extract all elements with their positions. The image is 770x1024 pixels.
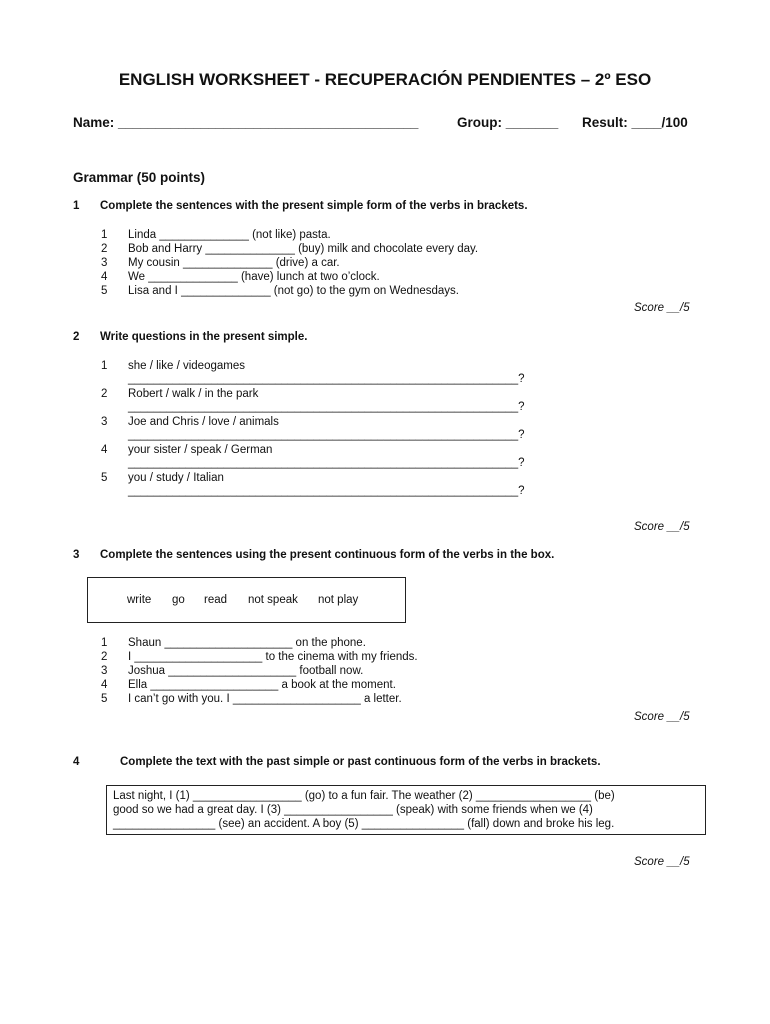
q1-score: Score __/5 (634, 302, 690, 314)
group-field-label: Group: _______ (457, 115, 559, 130)
q2-item-number: 3 (101, 416, 108, 428)
question-3-number: 3 (73, 549, 80, 561)
q3-item-number: 1 (101, 637, 108, 649)
q1-item-number: 1 (101, 229, 108, 241)
text-line: ________________ (see) an accident. A boy (5) ________________ (fall) down and broke his leg. (113, 818, 615, 830)
q3-score: Score __/5 (634, 711, 690, 723)
text-line: good so we had a great day. I (3) _________________ (speak) with some friends when we (4) (113, 804, 593, 816)
q2-item-number: 2 (101, 388, 108, 400)
q2-answer-line: _____________________________________________________________? (128, 457, 525, 469)
q1-item-number: 2 (101, 243, 108, 255)
q2-answer-line: _____________________________________________________________? (128, 401, 525, 413)
verb-box-word: go (172, 594, 185, 606)
question-1-number: 1 (73, 200, 80, 212)
verb-box-word: not play (318, 594, 359, 606)
q2-prompt: your sister / speak / German (128, 444, 273, 456)
text-line: Last night, I (1) _________________ (go) to a fun fair. The weather (2) __________________ (be) (113, 790, 615, 802)
question-2-instruction: Write questions in the present simple. (100, 331, 308, 343)
q2-answer-line: _____________________________________________________________? (128, 373, 525, 385)
verb-box (87, 577, 406, 623)
q3-item: I ____________________ to the cinema with my friends. (128, 651, 418, 663)
question-3-instruction: Complete the sentences using the present continuous form of the verbs in the box. (100, 549, 555, 561)
q3-item: I can’t go with you. I ____________________ a letter. (128, 693, 402, 705)
q3-item: Shaun ____________________ on the phone. (128, 637, 366, 649)
q1-item: We ______________ (have) lunch at two o’clock. (128, 271, 380, 283)
q2-item-number: 1 (101, 360, 108, 372)
q3-item: Ella ____________________ a book at the moment. (128, 679, 396, 691)
q3-item: Joshua ____________________ football now. (128, 665, 364, 677)
q1-item-number: 3 (101, 257, 108, 269)
q4-score: Score __/5 (634, 856, 690, 868)
result-field-label: Result: ____/100 (582, 115, 688, 130)
question-2-number: 2 (73, 331, 80, 343)
q3-item-number: 5 (101, 693, 108, 705)
verb-box-word: not speak (248, 594, 298, 606)
verb-box-word: read (204, 594, 228, 606)
past-tense-text-box (106, 785, 706, 835)
question-1-instruction: Complete the sentences with the present simple form of the verbs in brackets. (100, 200, 528, 212)
q2-answer-line: _____________________________________________________________? (128, 485, 525, 497)
q3-item-number: 4 (101, 679, 108, 691)
q1-item: Linda ______________ (not like) pasta. (128, 229, 331, 241)
q2-answer-line: _____________________________________________________________? (128, 429, 525, 441)
q1-item-number: 5 (101, 285, 108, 297)
q2-item-number: 5 (101, 472, 108, 484)
q2-prompt: she / like / videogames (128, 360, 245, 372)
q2-prompt: Robert / walk / in the park (128, 388, 259, 400)
q2-prompt: Joe and Chris / love / animals (128, 416, 279, 428)
q3-item-number: 2 (101, 651, 108, 663)
q2-item-number: 4 (101, 444, 108, 456)
q2-prompt: you / study / Italian (128, 472, 224, 484)
question-4-number: 4 (73, 756, 80, 768)
q1-item: Bob and Harry ______________ (buy) milk and chocolate every day. (128, 243, 479, 255)
grammar-section-title: Grammar (50 points) (73, 170, 206, 185)
worksheet-title: ENGLISH WORKSHEET - RECUPERACIÓN PENDIENTES – 2º ESO (118, 70, 652, 89)
q1-item: Lisa and I ______________ (not go) to the gym on Wednesdays. (128, 285, 459, 297)
question-4-instruction: Complete the text with the past simple or past continuous form of the verbs in brackets. (120, 756, 601, 768)
name-field-label: Name: ________________________________________ (73, 115, 419, 130)
verb-box-word: write (127, 594, 152, 606)
q1-item-number: 4 (101, 271, 108, 283)
q2-score: Score __/5 (634, 521, 690, 533)
q3-item-number: 3 (101, 665, 108, 677)
q1-item: My cousin ______________ (drive) a car. (128, 257, 340, 269)
